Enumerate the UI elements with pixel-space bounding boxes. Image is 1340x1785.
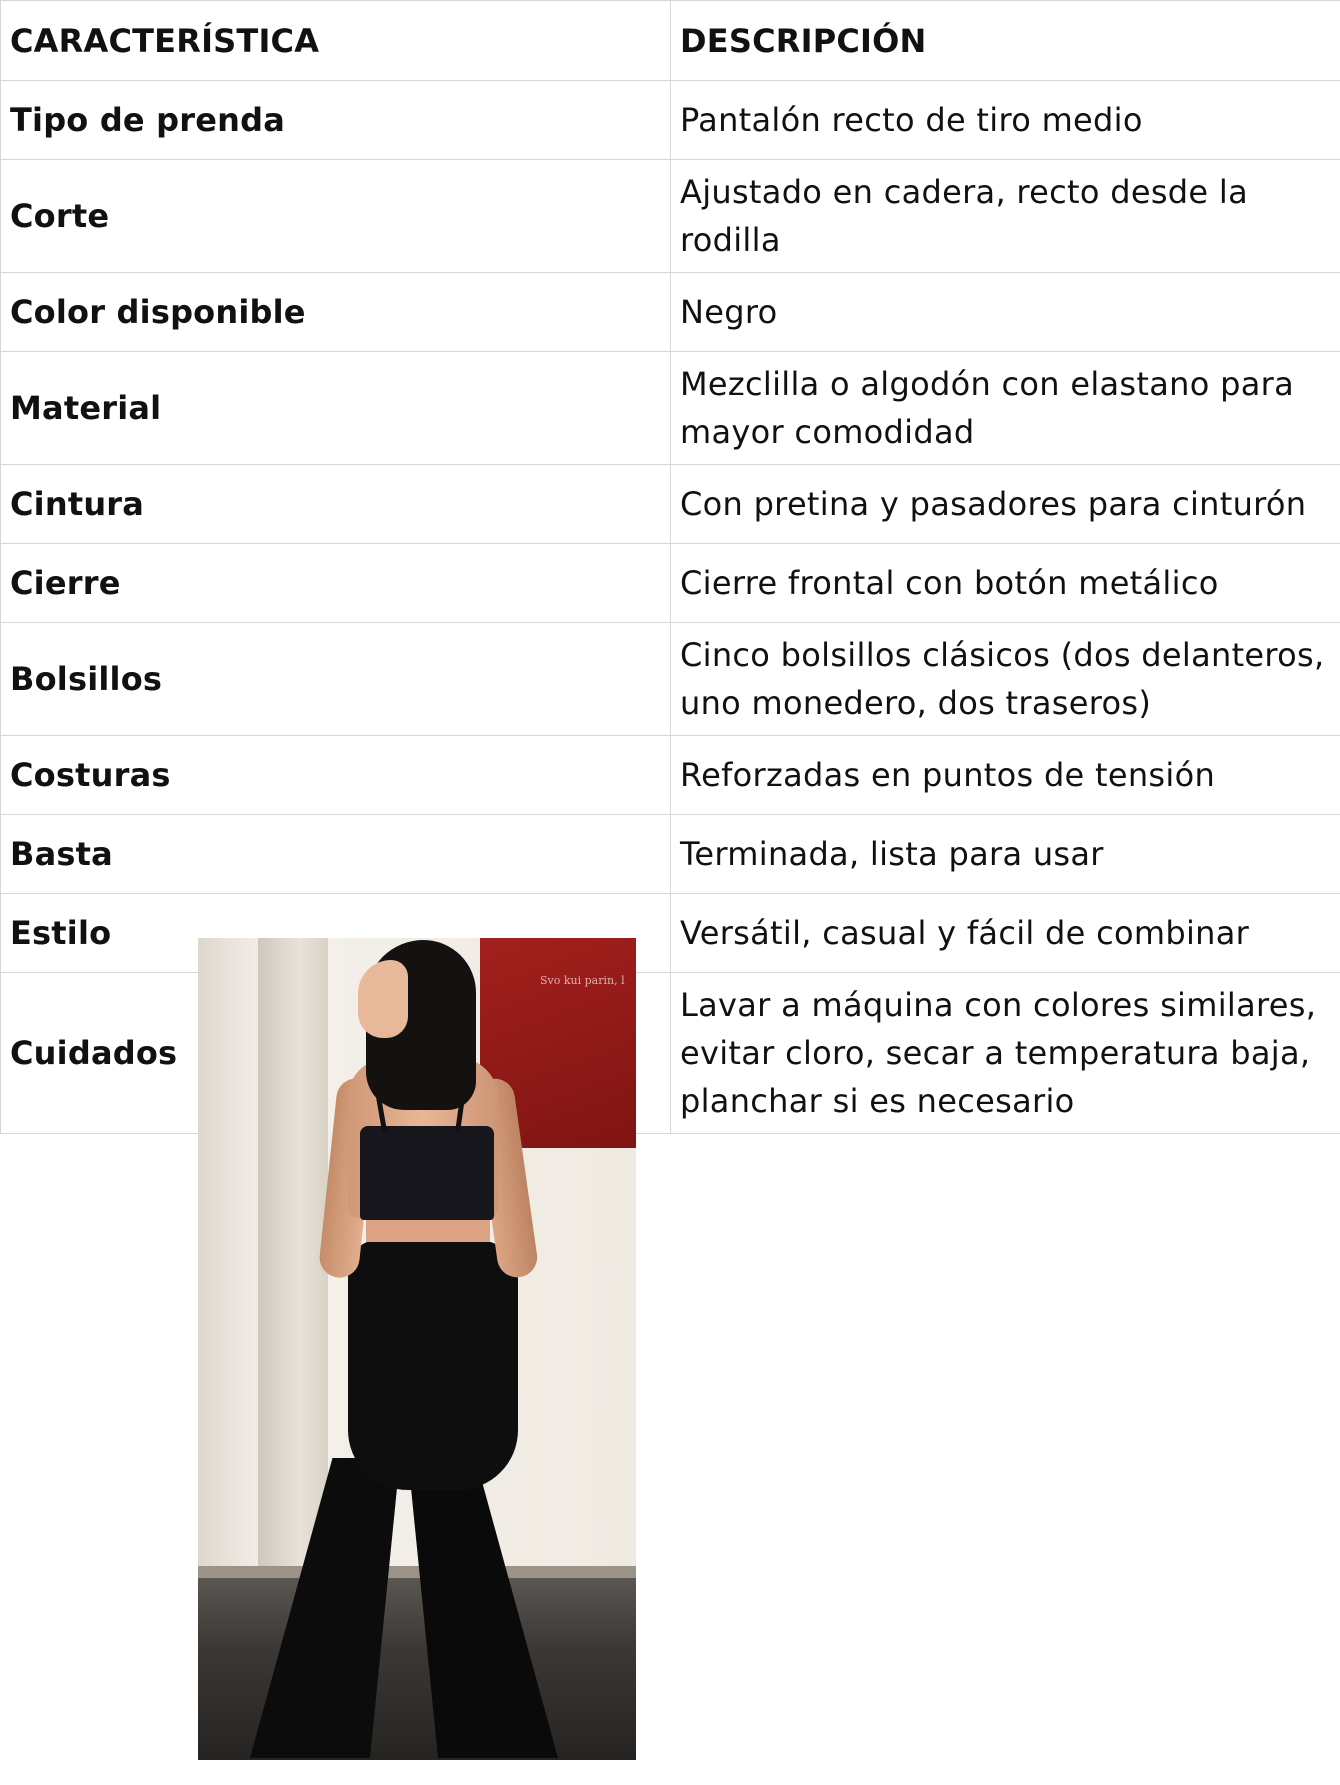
feature-cell: Cuidados: [1, 973, 671, 1134]
table-row: [1, 544, 1340, 623]
table-row: [1, 736, 1340, 815]
table-row: [1, 623, 1340, 736]
description-cell: Reforzadas en puntos de tensión: [671, 736, 1340, 815]
header-description: DESCRIPCIÓN: [671, 1, 1340, 81]
description-cell: Pantalón recto de tiro medio: [671, 81, 1340, 160]
description-cell: Cierre frontal con botón metálico: [671, 544, 1340, 623]
feature-cell: Cintura: [1, 465, 671, 544]
feature-cell: Costuras: [1, 736, 671, 815]
table-row: [1, 815, 1340, 894]
feature-cell: Estilo: [1, 894, 671, 973]
feature-cell: Basta: [1, 815, 671, 894]
feature-cell: Cierre: [1, 544, 671, 623]
description-cell: Versátil, casual y fácil de combinar: [671, 894, 1340, 973]
description-cell: Terminada, lista para usar: [671, 815, 1340, 894]
description-cell: Lavar a máquina con colores similares, evitar cloro, secar a temperatura baja, planchar si es necesario: [671, 973, 1340, 1134]
description-cell: Cinco bolsillos clásicos (dos delanteros, uno monedero, dos traseros): [671, 623, 1340, 736]
wall-sign-text: Svo kui parin, l: [540, 974, 625, 987]
table-header-row: [1, 1, 1340, 81]
table-row: [1, 160, 1340, 273]
feature-cell: Tipo de prenda: [1, 81, 671, 160]
table-row: [1, 273, 1340, 352]
product-photo: [198, 938, 636, 1760]
feature-cell: Material: [1, 352, 671, 465]
feature-cell: Bolsillos: [1, 623, 671, 736]
header-feature: CARACTERÍSTICA: [1, 1, 671, 81]
table-row: [1, 81, 1340, 160]
feature-cell: Color disponible: [1, 273, 671, 352]
table-row: [1, 352, 1340, 465]
description-cell: Ajustado en cadera, recto desde la rodilla: [671, 160, 1340, 273]
feature-cell: Corte: [1, 160, 671, 273]
description-cell: Negro: [671, 273, 1340, 352]
description-cell: Con pretina y pasadores para cinturón: [671, 465, 1340, 544]
table-row: [1, 465, 1340, 544]
description-cell: Mezclilla o algodón con elastano para mayor comodidad: [671, 352, 1340, 465]
